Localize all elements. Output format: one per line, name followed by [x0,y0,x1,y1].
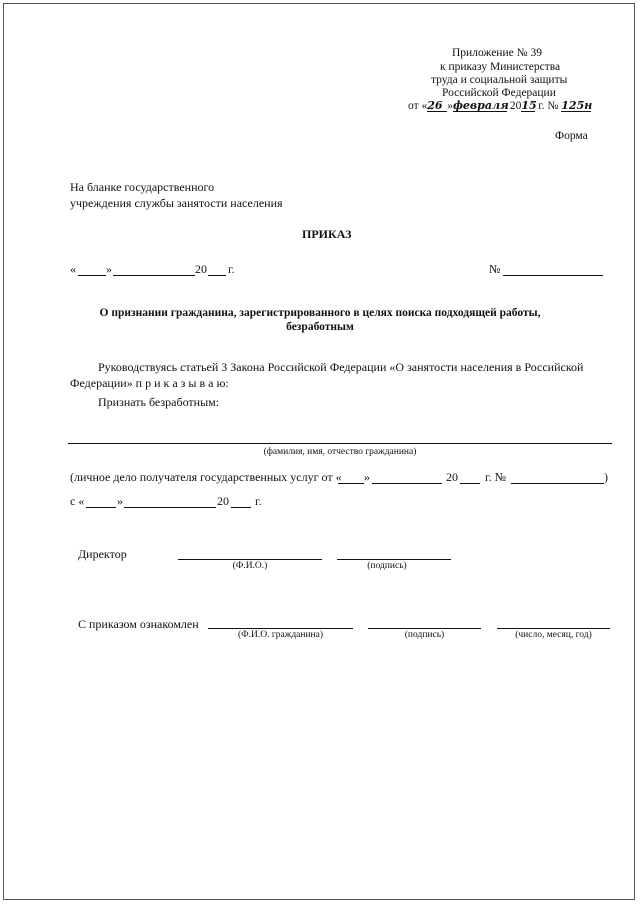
order-number-sign: № [489,262,501,276]
year-prefix: 20 [509,100,522,112]
appendix-line3: труда и социальной защиты [431,74,568,86]
acquainted-date-line [497,628,610,629]
from-g: г. [255,494,262,508]
case-number-line [511,483,604,484]
order-day-line [78,275,106,276]
date-prefix: от « [408,100,428,112]
from-prefix: с « [70,494,85,508]
case-prefix: (личное дело получателя государственных услуг от « [70,470,342,484]
fio-line [68,443,612,444]
handwritten-year-text: 15 [521,99,537,112]
appendix-line2: к приказу Министерства [440,61,561,73]
from-day-line [86,507,116,508]
fio-caption: (фамилия, имя, отчество гражданина) [263,447,417,457]
order-date-close: » [106,262,112,276]
from-month-line [124,507,216,508]
handwritten-day-text: 26 [427,99,443,112]
subject-line1: О признании гражданина, зарегистрированного в целях поиска подходящей работы, [99,307,541,319]
case-day-line [338,483,364,484]
order-year: 20 [195,262,207,276]
body-recognize: Признать безработным: [98,395,220,409]
handwritten-day [427,99,447,112]
case-g: г. № [485,470,507,484]
case-mid: » [364,470,370,484]
subject-line2: безработным [286,321,354,333]
appendix-date-line [408,99,591,112]
handwritten-month [453,99,507,112]
director-label: Директор [78,547,127,561]
order-date-open: « [70,262,76,276]
order-number-line [503,275,603,276]
org-line2: учреждения службы занятости населения [70,196,283,210]
from-mid: » [117,494,123,508]
acquainted-sign-line [368,628,481,629]
order-year-line [208,275,226,276]
day-close: » [447,100,453,112]
handwritten-month-text: февраля [453,99,509,112]
order-month-line [113,275,195,276]
handwritten-number [561,99,591,112]
order-year-suffix: г. [228,262,235,276]
case-year-line [460,483,480,484]
year-suffix: г. № [538,100,559,112]
case-close: ) [604,470,608,484]
acquainted-fio-caption: (Ф.И.О. гражданина) [238,630,323,640]
director-fio-caption: (Ф.И.О.) [232,561,268,571]
acquainted-label: С приказом ознакомлен [78,617,199,631]
appendix-line4: Российской Федерации [442,87,556,99]
order-title: ПРИКАЗ [302,227,352,241]
director-sign-caption: (подпись) [367,561,407,571]
case-month-line [372,483,442,484]
director-sign-line [337,559,451,560]
handwritten-number-text: 125н [561,99,593,112]
case-year: 20 [446,470,458,484]
acquainted-date-caption: (число, месяц, год) [515,630,592,640]
director-fio-line [178,559,322,560]
body-para1-line1: Руководствуясь статьей 3 Закона Российской Федерации «О занятости населения в Российской [98,360,584,374]
from-year-line [231,507,251,508]
acquainted-fio-line [208,628,353,629]
body-para1-line2: Федерации» п р и к а з ы в а ю: [70,376,229,390]
appendix-line1: Приложение № 39 [452,47,542,59]
form-label: Форма [555,130,588,142]
org-line1: На бланке государственного [70,180,215,194]
handwritten-year [521,99,535,112]
acquainted-sign-caption: (подпись) [404,630,445,640]
from-year: 20 [217,494,229,508]
